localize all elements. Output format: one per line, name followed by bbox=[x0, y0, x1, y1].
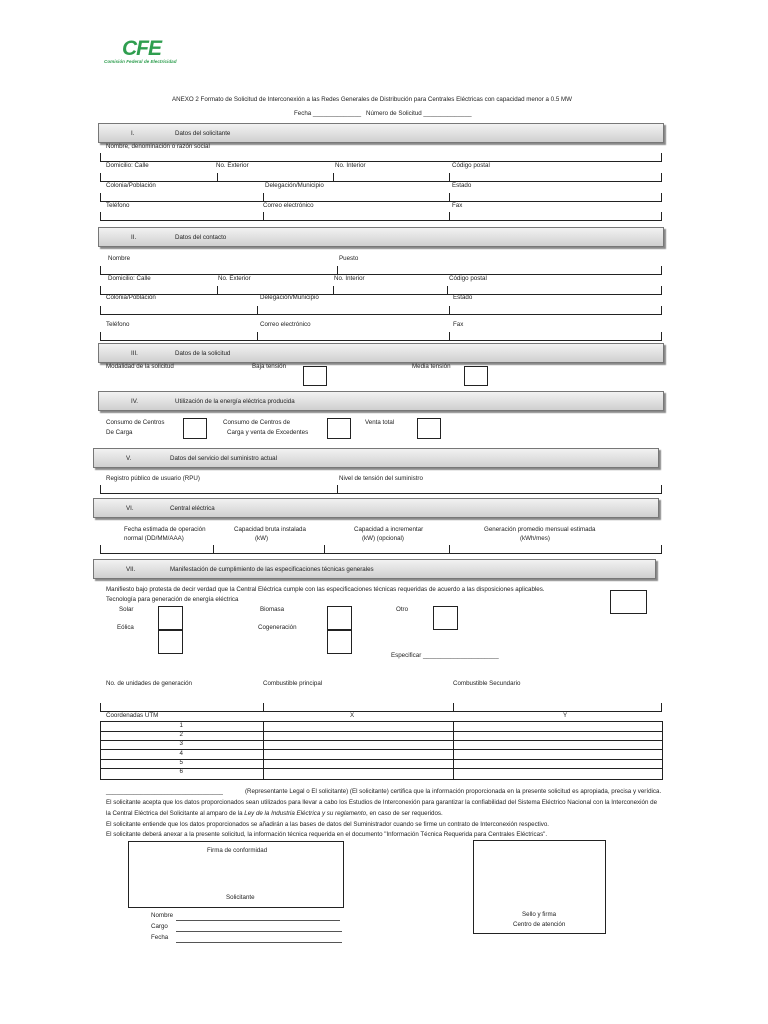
contacto-correo-label: Correo electrónico bbox=[260, 321, 311, 328]
firma-nombre-field[interactable] bbox=[176, 920, 340, 921]
coordenadas-utm-label: Coordenadas UTM bbox=[106, 712, 159, 719]
consumo-excedentes-label-2: Carga y venta de Excedentes bbox=[227, 429, 309, 436]
telefono-field[interactable] bbox=[100, 210, 662, 220]
logo-subtitle: Comisión Federal de Electricidad bbox=[104, 59, 177, 64]
especificar-field[interactable]: Especificar ______________________ bbox=[391, 652, 499, 659]
no-interior-label: No. Interior bbox=[335, 162, 366, 169]
colonia-field[interactable] bbox=[100, 191, 662, 201]
nombre-field[interactable] bbox=[100, 151, 662, 161]
contacto-nombre-label: Nombre bbox=[108, 255, 131, 262]
acepta-text: El solicitante acepta que los datos proporcionados sean utilizados para llevar a cabo los Estudios de Interconexión para garantizar la confiabilidad del Sistema Eléctrico Nacional con la Interconexión de bbox=[106, 799, 658, 806]
section-number: V. bbox=[126, 455, 132, 462]
contacto-no-exterior-label: No. Exterior bbox=[218, 275, 251, 282]
generacion-promedio-label-2: (kWh/mes) bbox=[520, 535, 550, 542]
section-solicitante-header bbox=[98, 123, 664, 143]
section-utilizacion-header bbox=[98, 391, 664, 411]
firma-cargo-label: Cargo bbox=[151, 923, 168, 930]
section-number: I. bbox=[131, 130, 135, 137]
amparo-text bbox=[106, 811, 443, 817]
section-number: VI. bbox=[126, 505, 134, 512]
correo-label: Correo electrónico bbox=[263, 202, 314, 209]
no-exterior-label: No. Exterior bbox=[216, 162, 249, 169]
contacto-no-interior-label: No. Interior bbox=[334, 275, 365, 282]
utm-table bbox=[100, 721, 663, 780]
combustible-principal-label: Combustible principal bbox=[263, 680, 323, 687]
contacto-telefono-field[interactable] bbox=[100, 330, 662, 340]
consumo-excedentes-checkbox[interactable] bbox=[327, 418, 351, 439]
ley-text: Ley de la Industria Eléctrica y su reglamento bbox=[244, 810, 367, 817]
biomasa-checkbox[interactable] bbox=[327, 606, 352, 630]
generacion-promedio-label: Generación promedio mensual estimada bbox=[484, 526, 596, 533]
section-number: IV. bbox=[131, 398, 138, 405]
manifiesto-checkbox[interactable] bbox=[610, 590, 647, 614]
media-tension-label: Media tensión bbox=[412, 363, 451, 370]
otro-checkbox[interactable] bbox=[433, 606, 458, 630]
rpu-label: Registro público de usuario (RPU) bbox=[106, 475, 200, 482]
colonia-label: Colonia/Población bbox=[106, 182, 156, 189]
consumo-centros-label: Consumo de Centros bbox=[106, 419, 165, 426]
sello-label: Sello y firma bbox=[522, 911, 557, 918]
capacidad-incrementar-label-2: (kW) (opcional) bbox=[362, 535, 404, 542]
baja-tension-label: Baja tensión bbox=[252, 363, 287, 370]
unidades-label: No. de unidades de generación bbox=[106, 680, 193, 687]
venta-total-label: Venta total bbox=[365, 419, 395, 426]
utm-row-number: 6 bbox=[179, 768, 183, 775]
combustible-fields[interactable] bbox=[100, 701, 662, 711]
capacidad-incrementar-label: Capacidad a incrementar bbox=[354, 526, 424, 533]
baja-tension-checkbox[interactable] bbox=[303, 366, 327, 386]
utm-row-number: 2 bbox=[179, 731, 183, 738]
consumo-excedentes-label: Consumo de Centros de bbox=[223, 419, 291, 426]
section-central-header bbox=[93, 498, 659, 518]
contacto-codigo-postal-label: Código postal bbox=[449, 275, 487, 282]
numero-solicitud-field[interactable]: Número de Solicitud ______________ bbox=[366, 110, 472, 117]
cogeneracion-label: Cogeneración bbox=[258, 624, 297, 631]
section-number: VII. bbox=[126, 566, 136, 573]
section-title: Datos del servicio del suministro actual bbox=[170, 455, 277, 462]
section-title: Datos de la solicitud bbox=[175, 350, 231, 357]
section-title: Manifestación de cumplimiento de las especificaciones técnicas generales bbox=[170, 566, 374, 573]
amparo-text-c: , en caso de ser requeridos. bbox=[366, 810, 443, 817]
combustible-secundario-label: Combustible Secundario bbox=[453, 680, 521, 687]
delegacion-label: Delegación/Municipio bbox=[265, 182, 324, 189]
utm-row-number: 5 bbox=[179, 759, 183, 766]
representante-blank[interactable]: __________________________________ bbox=[106, 788, 224, 795]
section-number: II. bbox=[131, 234, 137, 241]
cogeneracion-checkbox[interactable] bbox=[327, 630, 352, 654]
contacto-domicilio-label: Domicilio: Calle bbox=[108, 275, 151, 282]
utm-row-number: 4 bbox=[179, 750, 183, 757]
fecha-operacion-label: Fecha estimada de operación bbox=[124, 526, 206, 533]
contacto-domicilio-field[interactable] bbox=[100, 284, 662, 294]
contacto-fax-label: Fax bbox=[453, 321, 464, 328]
utm-y-header: Y bbox=[563, 712, 568, 719]
anexar-text: El solicitante deberá anexar a la presente solicitud, la información técnica requerida en el documento "Información Técnica Requerida para Centrales Eléctricas". bbox=[106, 831, 548, 838]
consumo-centros-label-2: De Carga bbox=[106, 429, 133, 436]
fecha-operacion-label-2: normal (DD/MM/AAA) bbox=[124, 535, 184, 542]
section-title: Central eléctrica bbox=[170, 505, 215, 512]
section-title: Datos del solicitante bbox=[175, 130, 231, 137]
fax-label: Fax bbox=[452, 202, 463, 209]
domicilio-label: Domicilio: Calle bbox=[106, 162, 149, 169]
domicilio-field[interactable] bbox=[100, 171, 662, 181]
contacto-delegacion-label: Delegación/Municipio bbox=[260, 294, 319, 301]
solar-checkbox[interactable] bbox=[158, 606, 183, 630]
contacto-colonia-label: Colonia/Población bbox=[106, 294, 156, 301]
section-contacto-header bbox=[98, 227, 664, 247]
capacidad-bruta-label: Capacidad bruta instalada bbox=[234, 526, 306, 533]
section-suministro-header bbox=[93, 448, 659, 468]
firma-fecha-label: Fecha bbox=[151, 934, 169, 941]
eolica-label: Eólica bbox=[117, 624, 134, 631]
utm-row-number: 1 bbox=[179, 722, 183, 729]
section-title: Datos del contacto bbox=[175, 234, 227, 241]
section-number: III. bbox=[131, 350, 138, 357]
media-tension-checkbox[interactable] bbox=[464, 366, 488, 386]
amparo-text-a: la Central Eléctrica del Solicitante al amparo de la bbox=[106, 810, 245, 817]
firma-nombre-label: Nombre bbox=[151, 912, 174, 919]
firma-label: Firma de conformidad bbox=[207, 847, 268, 854]
telefono-label: Teléfono bbox=[106, 202, 130, 209]
nivel-tension-label: Nivel de tensión del suministro bbox=[339, 475, 423, 482]
firma-cargo-field[interactable] bbox=[176, 931, 342, 932]
tecnologia-label: Tecnología para generación de energía eléctrica bbox=[106, 596, 239, 603]
contacto-colonia-field[interactable] bbox=[100, 304, 662, 314]
certificacion-text: (Representante Legal o El solicitante) (El solicitante) certifica que la información proporcionada en la presente solicitud es apropiada, precisa y verídica. bbox=[245, 788, 662, 795]
nombre-label: Nombre, denominación o razón social bbox=[106, 143, 210, 150]
cfe-logo bbox=[102, 38, 180, 68]
section-manifestacion-header bbox=[93, 559, 656, 579]
codigo-postal-label: Código postal bbox=[452, 162, 490, 169]
contacto-telefono-label: Teléfono bbox=[106, 321, 130, 328]
form-title: ANEXO 2 Formato de Solicitud de Interconexión a las Redes Generales de Distribución para Centrales Eléctricas con capacidad menor a 0.5 MW bbox=[172, 96, 572, 103]
centro-atencion-label: Centro de atención bbox=[513, 921, 566, 928]
otro-label: Otro bbox=[396, 606, 409, 613]
central-electrica-fields[interactable] bbox=[100, 543, 662, 553]
entiende-text: El solicitante entiende que los datos proporcionados se añadirán a las bases de datos del Suministrador cuando se firme un contrato de Interconexión respectivo. bbox=[106, 821, 550, 828]
section-title: Utilización de la energía eléctrica producida bbox=[175, 398, 295, 405]
contacto-estado-label: Estado bbox=[453, 294, 473, 301]
venta-total-checkbox[interactable] bbox=[417, 418, 441, 439]
biomasa-label: Biomasa bbox=[260, 606, 285, 613]
modalidad-label: Modalidad de la solicitud bbox=[106, 363, 174, 370]
capacidad-bruta-label-2: (kW) bbox=[255, 535, 269, 542]
solicitante-label: Solicitante bbox=[226, 894, 255, 901]
logo-text: CFE bbox=[122, 37, 161, 60]
utm-row-number: 3 bbox=[179, 740, 183, 747]
sello-box[interactable] bbox=[473, 840, 606, 934]
eolica-checkbox[interactable] bbox=[158, 630, 183, 654]
fecha-field[interactable]: Fecha ______________ bbox=[294, 110, 362, 117]
rpu-field[interactable] bbox=[100, 483, 662, 493]
firma-fecha-field[interactable] bbox=[176, 942, 342, 943]
consumo-centros-checkbox[interactable] bbox=[183, 418, 207, 439]
estado-label: Estado bbox=[452, 182, 472, 189]
puesto-label: Puesto bbox=[339, 255, 359, 262]
solar-label: Solar bbox=[119, 606, 134, 613]
contacto-nombre-field[interactable] bbox=[100, 264, 662, 274]
manifiesto-text: Manifiesto bajo protesta de decir verdad que la Central Eléctrica cumple con las especificaciones técnicas requeridas de acuerdo a las disposiciones aplicables. bbox=[106, 586, 545, 593]
section-solicitud-header bbox=[98, 343, 664, 363]
utm-x-header: X bbox=[350, 712, 355, 719]
